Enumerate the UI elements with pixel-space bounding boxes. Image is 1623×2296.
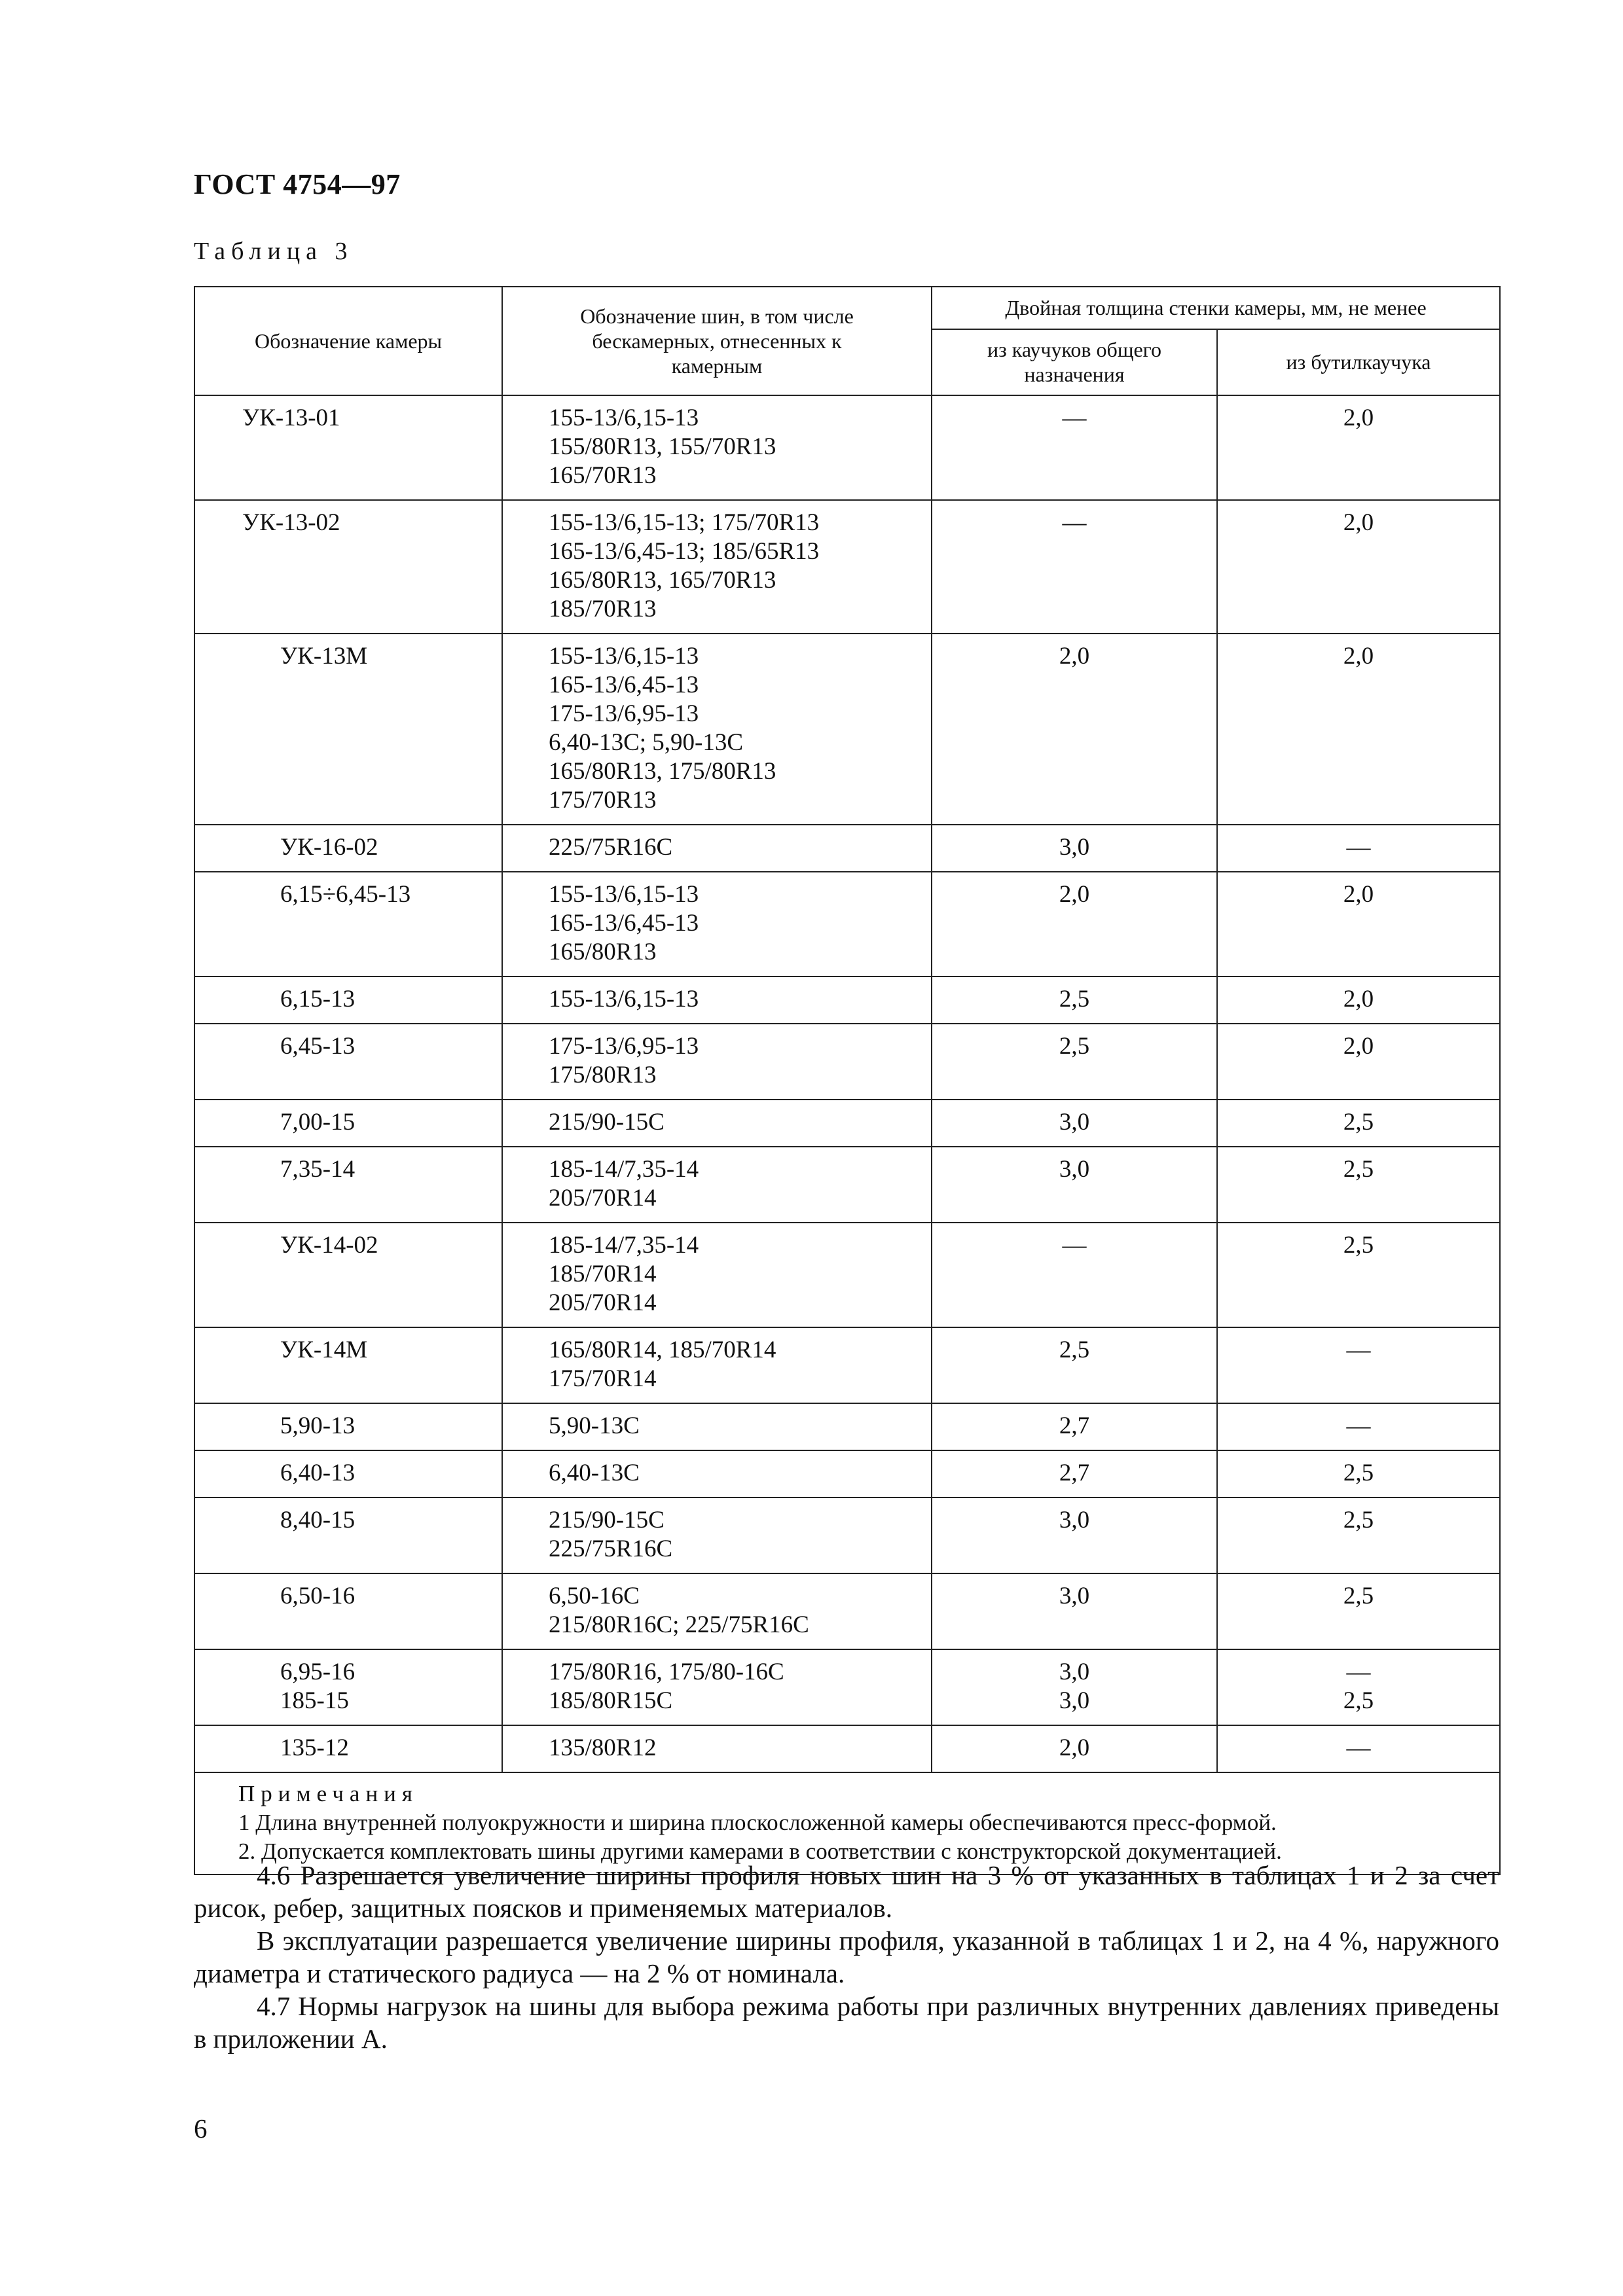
cell-line: 155-13/6,15-13 <box>549 643 699 670</box>
cell-line: 6,15-13 <box>280 986 356 1013</box>
table-label: Таблица 3 <box>194 238 354 265</box>
cell-line: 215/80R16С; 225/75R16С <box>549 1611 809 1638</box>
cell-line: 6,40-13С <box>549 1460 640 1486</box>
cell-tires <box>502 1147 932 1223</box>
cell-line: 3,0 <box>1059 1156 1090 1183</box>
table-row <box>194 1573 1500 1649</box>
cell-line: УК-13-01 <box>242 404 340 431</box>
paragraph-operation: В эксплуатации разрешается увеличение ширины профиля, указанной в таблицах 1 и 2, на 4 %, наружного диаметра и статического радиуса — на 2 % от номинала. <box>194 1926 1499 1988</box>
cell-line: 3,0 <box>1059 1109 1090 1136</box>
cell-line: 6,50-16С <box>549 1583 640 1609</box>
cell-camera <box>194 500 502 634</box>
cell-line: 2,0 <box>1343 881 1374 908</box>
cell-tires <box>502 1573 932 1649</box>
cell-line: — <box>1346 834 1371 861</box>
cell-line: 175/80R16, 175/80-16С <box>549 1659 784 1685</box>
cell-tires <box>502 1223 932 1327</box>
cell-line: УК-13-02 <box>242 509 340 536</box>
cell-butyl-rubber <box>1217 825 1500 872</box>
cell-butyl-rubber <box>1217 1403 1500 1450</box>
cell-line: 185/70R13 <box>549 596 657 622</box>
cell-line: 3,0 <box>1059 1583 1090 1609</box>
cell-line: 2,5 <box>1343 1687 1374 1714</box>
cell-line: 2,5 <box>1343 1109 1374 1136</box>
cell-tires <box>502 1327 932 1403</box>
note-item-2: 2. Допускается комплектовать шины другими камерами в соответствии с конструкторской документацией. <box>238 1839 1282 1864</box>
cell-line: 2,0 <box>1059 1734 1090 1761</box>
cell-general-rubber <box>932 1024 1217 1100</box>
table-row <box>194 1450 1500 1498</box>
table-row <box>194 500 1500 634</box>
cell-butyl-rubber <box>1217 1725 1500 1772</box>
header-butyl-rubber: из бутилкаучука <box>1217 329 1500 395</box>
cell-line: УК-14-02 <box>280 1232 378 1259</box>
cell-general-rubber <box>932 1147 1217 1223</box>
cell-tires <box>502 825 932 872</box>
cell-line: 165-13/6,45-13 <box>549 672 699 698</box>
cell-camera <box>194 1450 502 1498</box>
cell-general-rubber <box>932 977 1217 1024</box>
cell-general-rubber <box>932 1498 1217 1573</box>
cell-line: 6,40-13 <box>280 1460 356 1486</box>
cell-line: 215/90-15С <box>549 1109 665 1136</box>
table-header <box>194 287 1500 395</box>
cell-line: 165/80R13, 175/80R13 <box>549 758 776 785</box>
notes-heading: Примечания <box>238 1781 419 1806</box>
cell-camera <box>194 1403 502 1450</box>
cell-line: 165-13/6,45-13; 185/65R13 <box>549 538 820 565</box>
cell-line: 2,0 <box>1343 1033 1374 1060</box>
cell-line: — <box>1062 509 1087 536</box>
cell-camera <box>194 872 502 977</box>
cell-line: 175/70R13 <box>549 787 657 814</box>
cell-camera <box>194 1327 502 1403</box>
cell-line: УК-14М <box>280 1336 368 1363</box>
table-row <box>194 1147 1500 1223</box>
cell-general-rubber <box>932 500 1217 634</box>
cell-line: 135/80R12 <box>549 1734 657 1761</box>
cell-line: 2,0 <box>1343 404 1374 431</box>
cell-tires <box>502 977 932 1024</box>
cell-line: 185-14/7,35-14 <box>549 1156 699 1183</box>
table-row <box>194 1498 1500 1573</box>
cell-line: 215/90-15С <box>549 1507 665 1534</box>
cell-line: 155-13/6,15-13 <box>549 881 699 908</box>
cell-line: 3,0 <box>1059 1687 1090 1714</box>
document-title: ГОСТ 4754—97 <box>194 168 401 200</box>
cell-line: — <box>1062 404 1087 431</box>
cell-line: 2,7 <box>1059 1412 1090 1439</box>
cell-camera <box>194 395 502 500</box>
cell-line: 205/70R14 <box>549 1185 657 1211</box>
table-row <box>194 1327 1500 1403</box>
cell-butyl-rubber <box>1217 500 1500 634</box>
table-row <box>194 1725 1500 1772</box>
cell-line: 3,0 <box>1059 834 1090 861</box>
cell-line: 2,5 <box>1059 986 1090 1013</box>
cell-general-rubber <box>932 825 1217 872</box>
cell-line: 165/80R13, 165/70R13 <box>549 567 776 594</box>
cell-line: 155-13/6,15-13 <box>549 404 699 431</box>
cell-line: 185-14/7,35-14 <box>549 1232 699 1259</box>
cell-line: 2,0 <box>1343 986 1374 1013</box>
cell-line: 175-13/6,95-13 <box>549 700 699 727</box>
table-row <box>194 1223 1500 1327</box>
cell-line: УК-13М <box>280 643 368 670</box>
table-row <box>194 634 1500 825</box>
paragraph-4-6: 4.6 Разрешается увеличение ширины профиля новых шин на 3 % от указанных в таблицах 1 и 2 за счет рисок, ребер, защитных поясков и применяемых материалов. <box>194 1860 1499 1923</box>
cell-line: — <box>1346 1336 1371 1363</box>
cell-tires <box>502 1725 932 1772</box>
cell-butyl-rubber <box>1217 1327 1500 1403</box>
cell-tires <box>502 500 932 634</box>
cell-line: 2,5 <box>1059 1033 1090 1060</box>
cell-line: 2,0 <box>1059 643 1090 670</box>
cell-line: 8,40-15 <box>280 1507 356 1534</box>
cell-line: 2,5 <box>1343 1507 1374 1534</box>
cell-butyl-rubber <box>1217 1024 1500 1100</box>
cell-butyl-rubber <box>1217 1100 1500 1147</box>
page-number: 6 <box>194 2113 208 2144</box>
cell-line: 205/70R14 <box>549 1289 657 1316</box>
cell-tires <box>502 872 932 977</box>
cell-tires <box>502 1100 932 1147</box>
cell-line: — <box>1346 1412 1371 1439</box>
cell-general-rubber <box>932 1649 1217 1725</box>
cell-butyl-rubber <box>1217 634 1500 825</box>
cell-butyl-rubber <box>1217 1649 1500 1725</box>
cell-line: 155/80R13, 155/70R13 <box>549 433 776 460</box>
cell-line: 6,45-13 <box>280 1033 356 1060</box>
cell-tires <box>502 395 932 500</box>
cell-camera <box>194 1024 502 1100</box>
cell-line: 7,35-14 <box>280 1156 356 1183</box>
cell-line: 135-12 <box>280 1734 349 1761</box>
cell-line: 2,0 <box>1059 881 1090 908</box>
cell-camera <box>194 825 502 872</box>
table-body <box>194 395 1500 1772</box>
cell-butyl-rubber <box>1217 1450 1500 1498</box>
cell-general-rubber <box>932 1403 1217 1450</box>
cell-line: 6,50-16 <box>280 1583 356 1609</box>
cell-line: 2,5 <box>1343 1460 1374 1486</box>
cell-butyl-rubber <box>1217 1573 1500 1649</box>
cell-line: 175/70R14 <box>549 1365 657 1392</box>
header-thickness-group: Двойная толщина стенки камеры, мм, не менее <box>932 287 1500 329</box>
cell-butyl-rubber <box>1217 1147 1500 1223</box>
cell-general-rubber <box>932 395 1217 500</box>
cell-general-rubber <box>932 1100 1217 1147</box>
table-row <box>194 1649 1500 1725</box>
cell-tires <box>502 1450 932 1498</box>
cell-camera <box>194 1147 502 1223</box>
cell-camera <box>194 1725 502 1772</box>
cell-line: 155-13/6,15-13; 175/70R13 <box>549 509 820 536</box>
cell-general-rubber <box>932 1573 1217 1649</box>
paragraph-4-7: 4.7 Нормы нагрузок на шины для выбора режима работы при различных внутренних давлениях приведены в приложении А. <box>194 1991 1499 2054</box>
cell-tires <box>502 634 932 825</box>
cell-butyl-rubber <box>1217 1498 1500 1573</box>
cell-line: 2,0 <box>1343 643 1374 670</box>
cell-line: 2,7 <box>1059 1460 1090 1486</box>
cell-butyl-rubber <box>1217 977 1500 1024</box>
cell-line: 185-15 <box>280 1687 349 1714</box>
cell-general-rubber <box>932 1327 1217 1403</box>
cell-line: 2,0 <box>1343 509 1374 536</box>
cell-line: 5,90-13 <box>280 1412 356 1439</box>
table-row <box>194 825 1500 872</box>
cell-general-rubber <box>932 872 1217 977</box>
cell-tires <box>502 1024 932 1100</box>
header-general-rubber: из каучуков общего назначения <box>932 329 1217 395</box>
cell-tires <box>502 1403 932 1450</box>
cell-camera <box>194 1498 502 1573</box>
cell-line: УК-16-02 <box>280 834 378 861</box>
table-row <box>194 1403 1500 1450</box>
cell-line: 165/80R14, 185/70R14 <box>549 1336 776 1363</box>
cell-line: 3,0 <box>1059 1507 1090 1534</box>
data-table <box>194 286 1501 1875</box>
cell-line: 2,5 <box>1343 1583 1374 1609</box>
cell-camera <box>194 1573 502 1649</box>
cell-line: 185/80R15С <box>549 1687 673 1714</box>
table-row <box>194 395 1500 500</box>
header-camera: Обозначение камеры <box>194 287 502 395</box>
cell-general-rubber <box>932 1725 1217 1772</box>
cell-line: 6,40-13С; 5,90-13С <box>549 729 744 756</box>
cell-line: 3,0 <box>1059 1659 1090 1685</box>
table-row <box>194 977 1500 1024</box>
cell-line: 155-13/6,15-13 <box>549 986 699 1013</box>
header-tires: Обозначение шин, в том числе бескамерных, отнесенных к камерным <box>502 287 932 395</box>
cell-line: 2,5 <box>1059 1336 1090 1363</box>
cell-line: — <box>1346 1734 1371 1761</box>
cell-line: 225/75R16С <box>549 1535 673 1562</box>
cell-line: — <box>1346 1659 1371 1685</box>
cell-line: 175/80R13 <box>549 1062 657 1088</box>
cell-camera <box>194 634 502 825</box>
cell-butyl-rubber <box>1217 872 1500 977</box>
cell-general-rubber <box>932 634 1217 825</box>
cell-camera <box>194 1649 502 1725</box>
table-row <box>194 872 1500 977</box>
cell-camera <box>194 1223 502 1327</box>
cell-line: 2,5 <box>1343 1156 1374 1183</box>
cell-general-rubber <box>932 1223 1217 1327</box>
cell-butyl-rubber <box>1217 395 1500 500</box>
cell-tires <box>502 1498 932 1573</box>
cell-line: 175-13/6,95-13 <box>549 1033 699 1060</box>
cell-line: 7,00-15 <box>280 1109 356 1136</box>
cell-tires <box>502 1649 932 1725</box>
cell-line: 6,15÷6,45-13 <box>280 881 411 908</box>
cell-camera <box>194 977 502 1024</box>
cell-line: 225/75R16C <box>549 834 673 861</box>
cell-line: 165/70R13 <box>549 462 657 489</box>
cell-line: 5,90-13С <box>549 1412 640 1439</box>
cell-camera <box>194 1100 502 1147</box>
cell-line: 165-13/6,45-13 <box>549 910 699 937</box>
table-row <box>194 1024 1500 1100</box>
cell-line: 2,5 <box>1343 1232 1374 1259</box>
cell-butyl-rubber <box>1217 1223 1500 1327</box>
cell-line: 185/70R14 <box>549 1261 657 1287</box>
note-item-1: 1 Длина внутренней полуокружности и ширина плоскосложенной камеры обеспечиваются пресс-формой. <box>238 1810 1277 1835</box>
cell-line: 6,95-16 <box>280 1659 356 1685</box>
cell-general-rubber <box>932 1450 1217 1498</box>
table-row <box>194 1100 1500 1147</box>
cell-line: 165/80R13 <box>549 939 657 965</box>
cell-line: — <box>1062 1232 1087 1259</box>
